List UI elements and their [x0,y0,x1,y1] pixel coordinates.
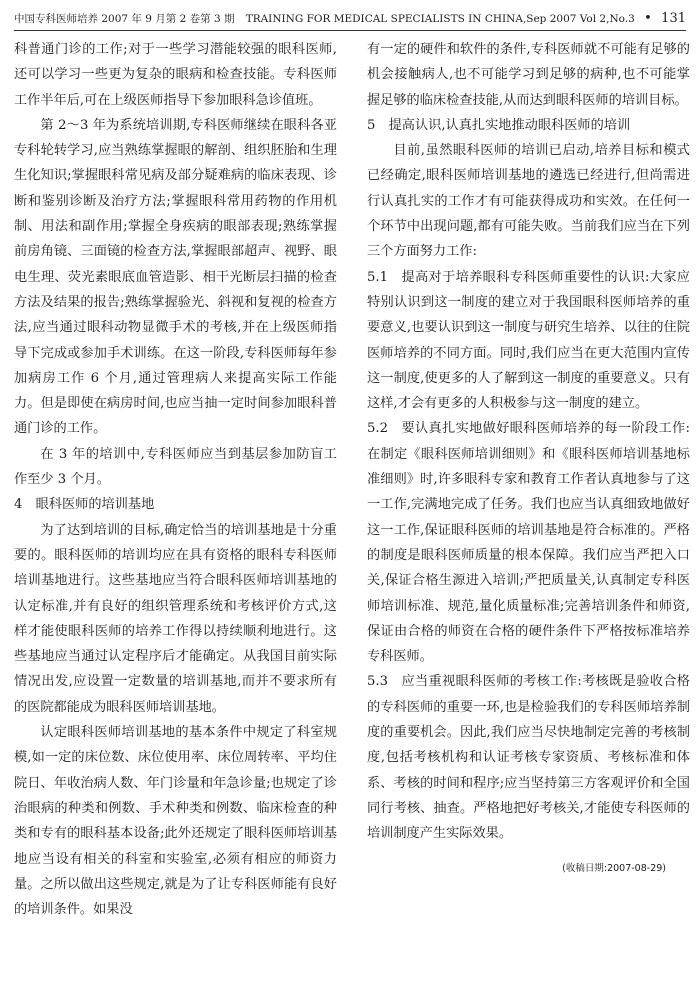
paragraph: 科普通门诊的工作;对于一些学习潜能较强的眼科医师,还可以学习一些更为复杂的眼病和检查技能。专科医师工作半年后,可在上级医师指导下参加眼科急诊值班。 [14,42,337,108]
section-number: 5 [367,117,376,133]
subsection-text: 应当重视眼科医师的考核工作:考核既是验收合格的专科医师的重要一环,也是检验我们的专科医师培养制度的重要机会。因此,我们应当尽快地制定完善的考核制度,包括考核机构和认证考核专家资质、考核标准和体系、考核的时间和程序;应当坚持第三方客观评价和全国同行考核、抽查。严格地把好考核关,才能使专科医师的培训制度产生实际效果。 [367,674,690,842]
subsection-number: 5.3 [367,674,388,690]
bullet-separator: • [644,11,652,26]
subsection-number: 5.2 [367,421,388,437]
section-heading-5 [367,113,690,138]
paragraph: 有一定的硬件和软件的条件,专科医师就不可能有足够的机会接触病人,也不可能学习到足够的病种,也不可能掌握足够的临床检查技能,从而达到眼科医师的培训目标。 [367,42,690,108]
section-heading-4 [14,492,337,517]
subsection-5-1 [367,265,690,417]
subsection-text: 要认真扎实地做好眼科医师培养的每一阶段工作:在制定《眼科医师培训细则》和《眼科医师培训基地标准细则》时,许多眼科专家和教育工作者认真地参与了这一工作,完满地完成了任务。我们也应当认真细致地做好这一工作,保证眼科医师的培训基地是符合标准的。严格的制度是眼科医师质量的根本保障。我们应当严把入口关,保证合格生源进入培训;严把质量关,认真制定专科医师培训标准、规范,量化质量标准;完善培训条件和师资,保证由合格的师资在合格的硬件条件下严格按标准培养专科医师。 [367,421,690,665]
section-title: 眼科医师的培训基地 [35,497,155,513]
page-number: 131 [661,11,686,26]
journal-title-en: TRAINING FOR MEDICAL SPECIALISTS IN CHINA,Sep 2007 Vol 2,No.3 [245,13,635,25]
running-header [14,8,686,31]
subsection-5-3 [367,669,690,846]
paragraph: 在 3 年的培训中,专科医师应当到基层参加防盲工作至少 3 个月。 [14,446,337,488]
left-column [14,37,337,922]
paragraph: 认定眼科医师培训基地的基本条件中规定了科室规模,如一定的床位数、床位使用率、床位周转率、平均住院日、年收治病人数、年门诊量和年急诊量;也规定了诊治眼病的种类和例数、手术种类和例数、临床检查的种类和专有的眼科基本设备;此外还规定了眼科医师培训基地应当设有相关的科室和实验室,必须有相应的师资力量。之所以做出这些规定,就是为了让专科医师能有良好的培训条件。如果没 [14,725,337,918]
section-number: 4 [14,497,23,513]
journal-title-cn: 中国专科医师培养 2007 年 9 月第 2 卷第 3 期 [14,13,235,25]
subsection-5-2 [367,416,690,669]
subsection-number: 5.1 [367,269,388,285]
subsection-text: 提高对于培养眼科专科医师重要性的认识:大家应特别认识到这一制度的建立对于我国眼科医师培养的重要意义,也要认识到这一制度与研究生培养、以往的住院医师培养的不同方面。同时,我们应当在更大范围内宣传这一制度,使更多的人了解到这一制度的重要意义。只有这样,才会有更多的人积极参与这一制度的建立。 [367,269,690,412]
paragraph: 为了达到培训的目标,确定恰当的培训基地是十分重要的。眼科医师的培训均应在具有资格的眼科专科医师培训基地进行。这些基地应当符合眼科医师培训基地的认定标准,并有良好的组织管理系统和考核评价方式,这样才能使眼科医师的培养工作得以持续顺利地进行。这些基地应当通过认定程序后才能确定。从我国目前实际情况出发,应设置一定数量的培训基地,而并不要求所有的医院都能成为眼科医师培训基地。 [14,522,337,715]
journal-title-en-group [246,8,686,30]
received-date: (收稿日期:2007-08-29) [562,862,666,874]
paragraph: 第 2～3 年为系统培训期,专科医师继续在眼科各亚专科轮转学习,应当熟练掌握眼的解剖、组织胚胎和生理生化知识;掌握眼科常见病及部分疑难病的临床表现、诊断和鉴别诊断及治疗方法;掌握眼科常用药物的作用机制、用法和副作用;掌握全身疾病的眼部表现;熟练掌握前房角镜、三面镜的检查方法,掌握眼部超声、视野、眼电生理、荧光素眼底血管造影、相干光断层扫描的检查方法及结果的报告;熟练掌握验光、斜视和复视的检查方法,应当通过眼科动物显微手术的考核,并在上级医师指导下完成或参加手术训练。在这一阶段,专科医师每年参加病房工作 6 个月,通过管理病人来提高实际工作能力。但是即使在病房时间,也应当抽一定时间参加眼科普通门诊的工作。 [14,117,337,437]
paragraph: 目前,虽然眼科医师的培训已启动,培养目标和模式已经确定,眼科医师培训基地的遴选已经进行,但尚需进行认真扎实的工作才有可能获得成功和实效。在任何一个环节中出现问题,都有可能失败。当前我们应当在下列三个方面努力工作: [367,143,690,260]
section-title: 提高认识,认真扎实地推动眼科医师的培训 [388,117,631,133]
right-column [367,37,690,881]
